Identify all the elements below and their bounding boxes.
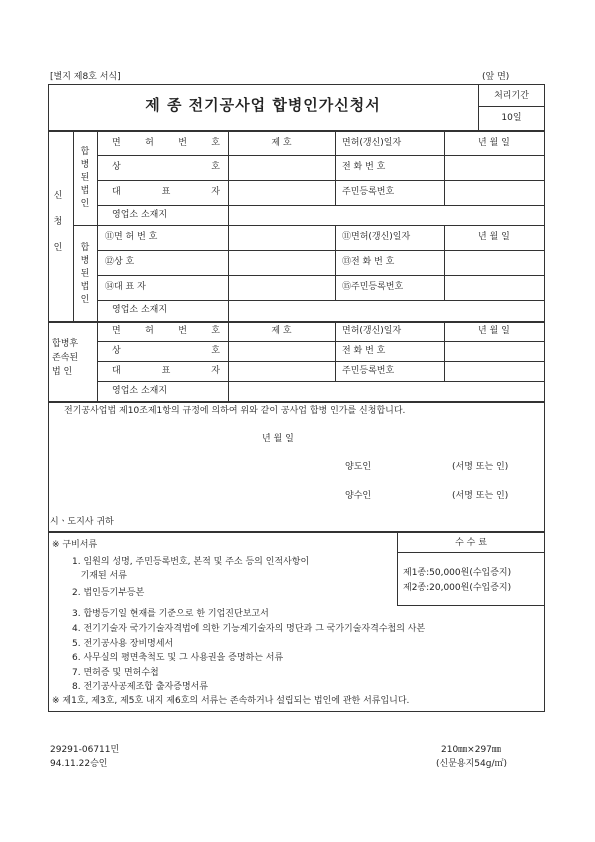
document-item: 1. 임원의 성명, 주민등록번호, 본적 및 주소 등의 인적사항이 xyxy=(72,557,310,567)
application-statement: 전기공사업법 제10조제1항의 규정에 의하여 위와 같이 공사업 합병 인가를 신청합니다. xyxy=(64,406,406,416)
documents-heading: ※ 구비서류 xyxy=(52,540,98,550)
merged-trade-name-label: ⑫상 호 xyxy=(105,257,135,267)
merging-license-date-label: 면허(갱신)일자 xyxy=(342,138,402,148)
footer-approval: 94.11.22승인 xyxy=(50,759,108,769)
merging-office-address-label: 영업소 소재지 xyxy=(112,210,168,220)
fee-label: 수 수 료 xyxy=(455,538,487,548)
merging-trade-name-label: 상 호 xyxy=(112,162,220,172)
addressee: 시ㆍ도지사 귀하 xyxy=(50,517,114,527)
fee-class1: 제1종:50,000원(수입증지) xyxy=(403,568,512,578)
document-item: 6. 사무실의 평면축척도 및 그 사용권을 증명하는 서류 xyxy=(72,653,284,663)
merged-corp-label: 합 병 된 법 인 xyxy=(80,243,90,305)
footer-paper-size: 210㎜×297㎜ xyxy=(441,745,501,755)
document-item: 3. 합병등기일 현재를 기준으로 한 기업진단보고서 xyxy=(72,609,269,619)
footer-paper-type: (신문용지54g/㎡) xyxy=(436,759,507,769)
applicant-label: 신 청 인 xyxy=(53,191,63,253)
documents-note: ※ 제1호, 제3호, 제5호 내지 제6호의 서류는 존속하거나 설립되는 법인에 관한 서류입니다. xyxy=(52,696,410,706)
document-item: 2. 법인등기부등본 xyxy=(72,588,145,598)
merged-office-address-label: 영업소 소재지 xyxy=(112,305,168,315)
surviving-license-date-label: 면허(갱신)일자 xyxy=(342,326,402,336)
fee-class2: 제2종:20,000원(수입증지) xyxy=(403,583,512,593)
merging-license-date-value[interactable]: 년 월 일 xyxy=(478,138,510,148)
surviving-license-no-label: 면 허 번 호 xyxy=(112,326,220,336)
document-item: 기재된 서류 xyxy=(72,571,127,581)
footer-form-code: 29291-06711민 xyxy=(50,745,120,755)
merging-representative-label: 대 표 자 xyxy=(112,187,220,197)
processing-value: 10일 xyxy=(501,113,522,123)
merged-license-no-label: ⑪면 허 번 호 xyxy=(105,232,158,242)
merged-license-date-value[interactable]: 년 월 일 xyxy=(478,232,510,242)
application-date[interactable]: 년 월 일 xyxy=(262,434,294,444)
surviving-representative-label: 대 표 자 xyxy=(112,366,220,376)
surviving-phone-label: 전 화 번 호 xyxy=(342,346,386,356)
merging-corp-label: 합 병 된 법 인 xyxy=(80,147,90,209)
page-side: (앞 면) xyxy=(482,72,510,82)
merging-license-no-label: 면 허 번 호 xyxy=(112,138,220,148)
form-title: 제 종 전기공사업 합병인가신청서 xyxy=(145,96,381,114)
surviving-license-no-value[interactable]: 제 호 xyxy=(271,326,292,336)
document-item: 4. 전기기술자 국가기술자격법에 의한 기능계기술자의 명단과 그 국가기술자격수첩의 사본 xyxy=(72,624,426,634)
form-number: [별지 제8호 서식] xyxy=(50,72,121,82)
document-item: 5. 전기공사용 장비명세서 xyxy=(72,639,174,649)
transferor-label: 양도인 xyxy=(345,462,372,472)
transferee-label: 양수인 xyxy=(345,491,372,501)
transferee-sign[interactable]: (서명 또는 인) xyxy=(452,491,509,501)
surviving-office-address-label: 영업소 소재지 xyxy=(112,386,168,396)
transferor-sign[interactable]: (서명 또는 인) xyxy=(452,462,509,472)
surviving-trade-name-label: 상 호 xyxy=(112,346,220,356)
surviving-resident-no-label: 주민등록번호 xyxy=(342,366,395,376)
surviving-label-2: 존속된 xyxy=(52,353,79,363)
document-item: 8. 전기공사공제조합 출자증명서류 xyxy=(72,682,209,692)
surviving-label-3: 법 인 xyxy=(52,367,73,377)
merged-representative-label: ⑭대 표 자 xyxy=(105,282,146,292)
document-item: 7. 면허증 및 면허수첩 xyxy=(72,668,159,678)
surviving-label-1: 합병후 xyxy=(52,339,79,349)
processing-label: 처리기간 xyxy=(494,91,529,101)
merging-license-no-value[interactable]: 제 호 xyxy=(271,138,292,148)
merged-resident-no-label: ⑮주민등록번호 xyxy=(342,282,404,292)
surviving-license-date-value[interactable]: 년 월 일 xyxy=(478,326,510,336)
merged-phone-label: ⑬전 화 번 호 xyxy=(342,257,395,267)
merging-phone-label: 전 화 번 호 xyxy=(342,162,386,172)
merged-license-date-label: ⑪면허(갱신)일자 xyxy=(342,232,411,242)
merging-resident-no-label: 주민등록번호 xyxy=(342,187,395,197)
